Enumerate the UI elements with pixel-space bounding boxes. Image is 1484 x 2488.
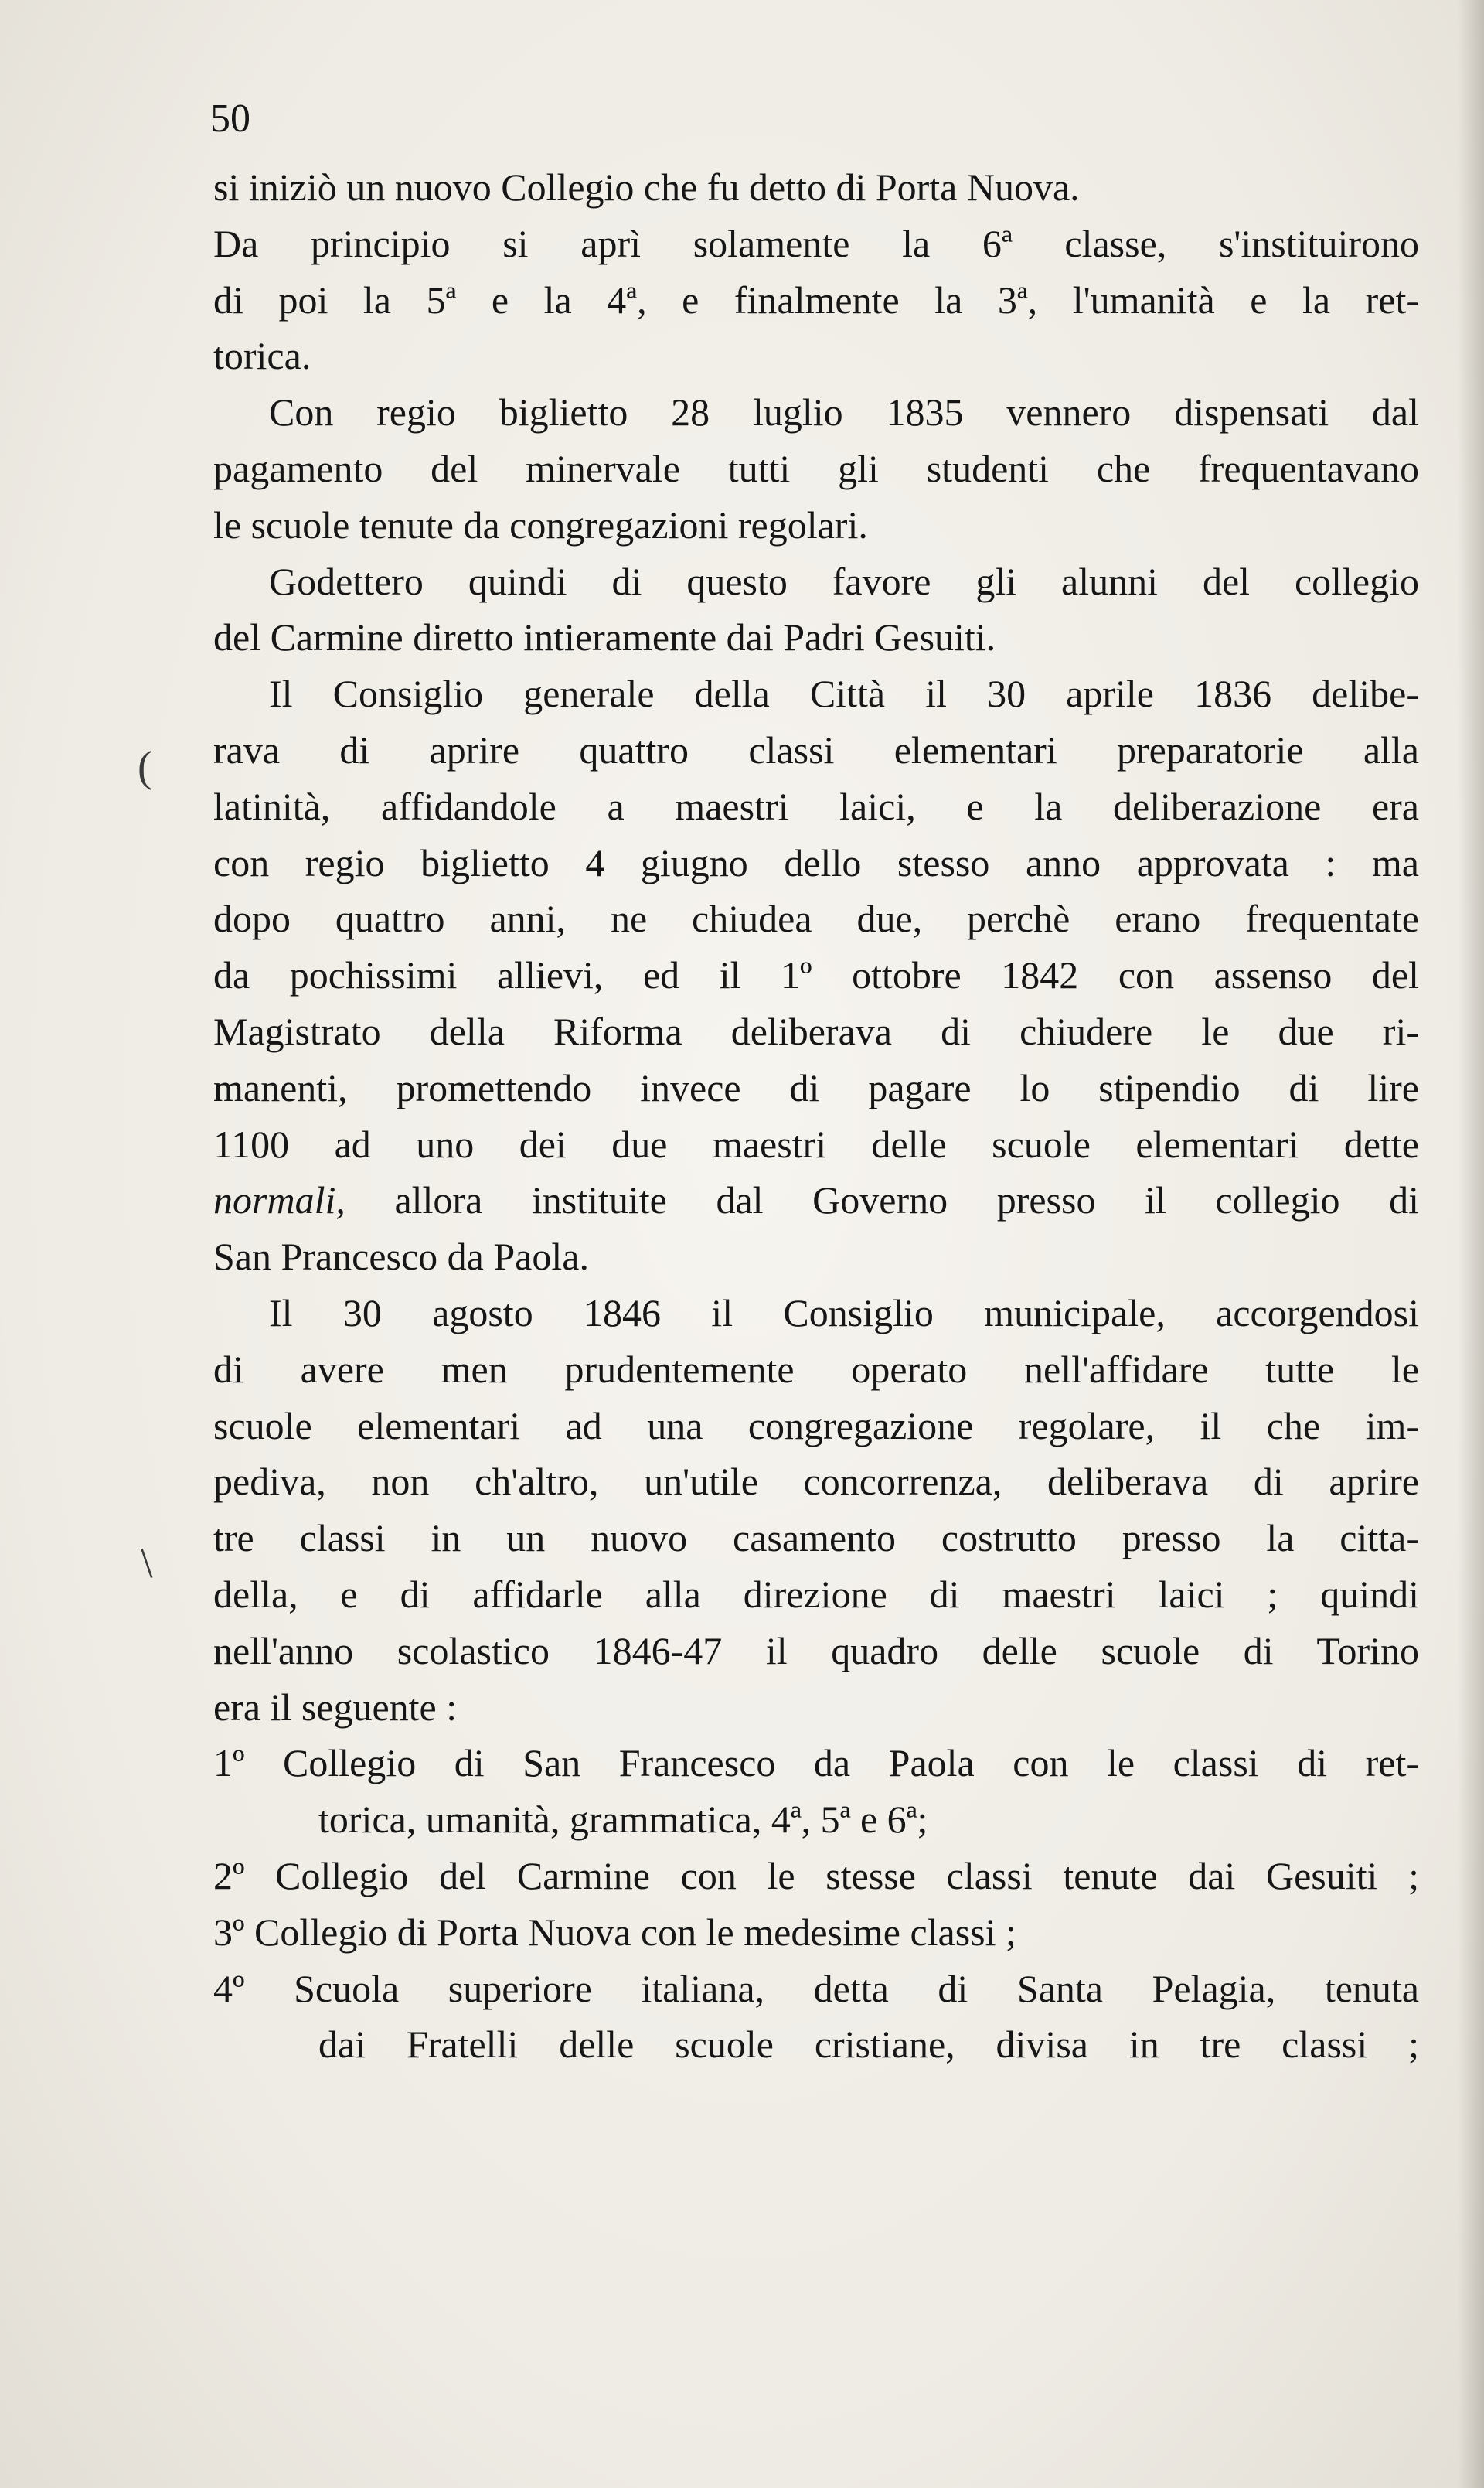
text-line: Con regio biglietto 28 luglio 1835 vennero dispensati dal (269, 390, 1419, 435)
margin-pencil-mark: \ (141, 1539, 153, 1587)
list-item-line: 2º Collegio del Carmine con le stesse classi tenute dai Gesuiti ; (213, 1853, 1419, 1897)
text-line: da pochissimi allievi, ed il 1º ottobre 1842 con assenso del (213, 953, 1419, 997)
text-line: torica. (213, 334, 311, 378)
list-item-line: 4º Scuola superiore italiana, detta di Santa Pelagia, tenuta (213, 1966, 1419, 2010)
margin-pencil-mark: ( (138, 743, 152, 791)
text-line: nell'anno scolastico 1846-47 il quadro delle scuole di Torino (213, 1628, 1419, 1672)
text-line: pagamento del minervale tutti gli studenti che frequentavano (213, 446, 1419, 490)
text-line: manenti, promettendo invece di pagare lo stipendio di lire (213, 1065, 1419, 1109)
text-line: Il 30 agosto 1846 il Consiglio municipale, accorgendosi (269, 1290, 1419, 1334)
text-line: 1100 ad uno dei due maestri delle scuole elementari dette (213, 1122, 1419, 1166)
text-line: Da principio si aprì solamente la 6ª classe, s'instituirono (213, 221, 1419, 265)
text-line: San Prancesco da Paola. (213, 1235, 589, 1279)
body-text (213, 159, 1419, 2073)
text-line: dopo quattro anni, ne chiudea due, perchè erano frequentate (213, 897, 1419, 941)
text-line: pediva, non ch'altro, un'utile concorrenza, deliberava di aprire (213, 1460, 1419, 1504)
text-line: latinità, affidandole a maestri laici, e la deliberazione era (213, 784, 1419, 828)
text-line: tre classi in un nuovo casamento costrutto presso la citta- (213, 1516, 1419, 1560)
text-line: normali, allora instituite dal Governo presso il collegio di (213, 1178, 1419, 1222)
text-line: della, e di affidarle alla direzione di maestri laici ; quindi (213, 1572, 1419, 1616)
page-edge-shadow (1458, 0, 1484, 2488)
list-item-line: torica, umanità, grammatica, 4ª, 5ª e 6ª; (318, 1798, 928, 1842)
page-number: 50 (210, 97, 250, 141)
list-item-line: 1º Collegio di San Francesco da Paola con le classi di ret- (213, 1741, 1419, 1785)
list-item-line: dai Fratelli delle scuole cristiane, divisa in tre classi ; (318, 2023, 1419, 2067)
text-line: Godettero quindi di questo favore gli alunni del collegio (269, 559, 1419, 603)
text-line: si iniziò un nuovo Collegio che fu detto di Porta Nuova. (213, 165, 1080, 209)
text-line: rava di aprire quattro classi elementari preparatorie alla (213, 728, 1419, 772)
text-line: scuole elementari ad una congregazione regolare, il che im- (213, 1403, 1419, 1447)
text-line: di poi la 5ª e la 4ª, e finalmente la 3ª, l'umanità e la ret- (213, 278, 1419, 322)
text-line: Magistrato della Riforma deliberava di chiudere le due ri- (213, 1009, 1419, 1053)
text-line: di avere men prudentemente operato nell'affidare tutte le (213, 1347, 1419, 1391)
text-line: con regio biglietto 4 giugno dello stesso anno approvata : ma (213, 840, 1419, 884)
text-line: del Carmine diretto intieramente dai Padri Gesuiti. (213, 615, 996, 659)
text-line: le scuole tenute da congregazioni regolari. (213, 503, 868, 547)
list-item-line: 3º Collegio di Porta Nuova con le medesime classi ; (213, 1910, 1016, 1954)
text-line: era il seguente : (213, 1685, 458, 1729)
text-line: Il Consiglio generale della Città il 30 aprile 1836 delibe- (269, 672, 1419, 716)
